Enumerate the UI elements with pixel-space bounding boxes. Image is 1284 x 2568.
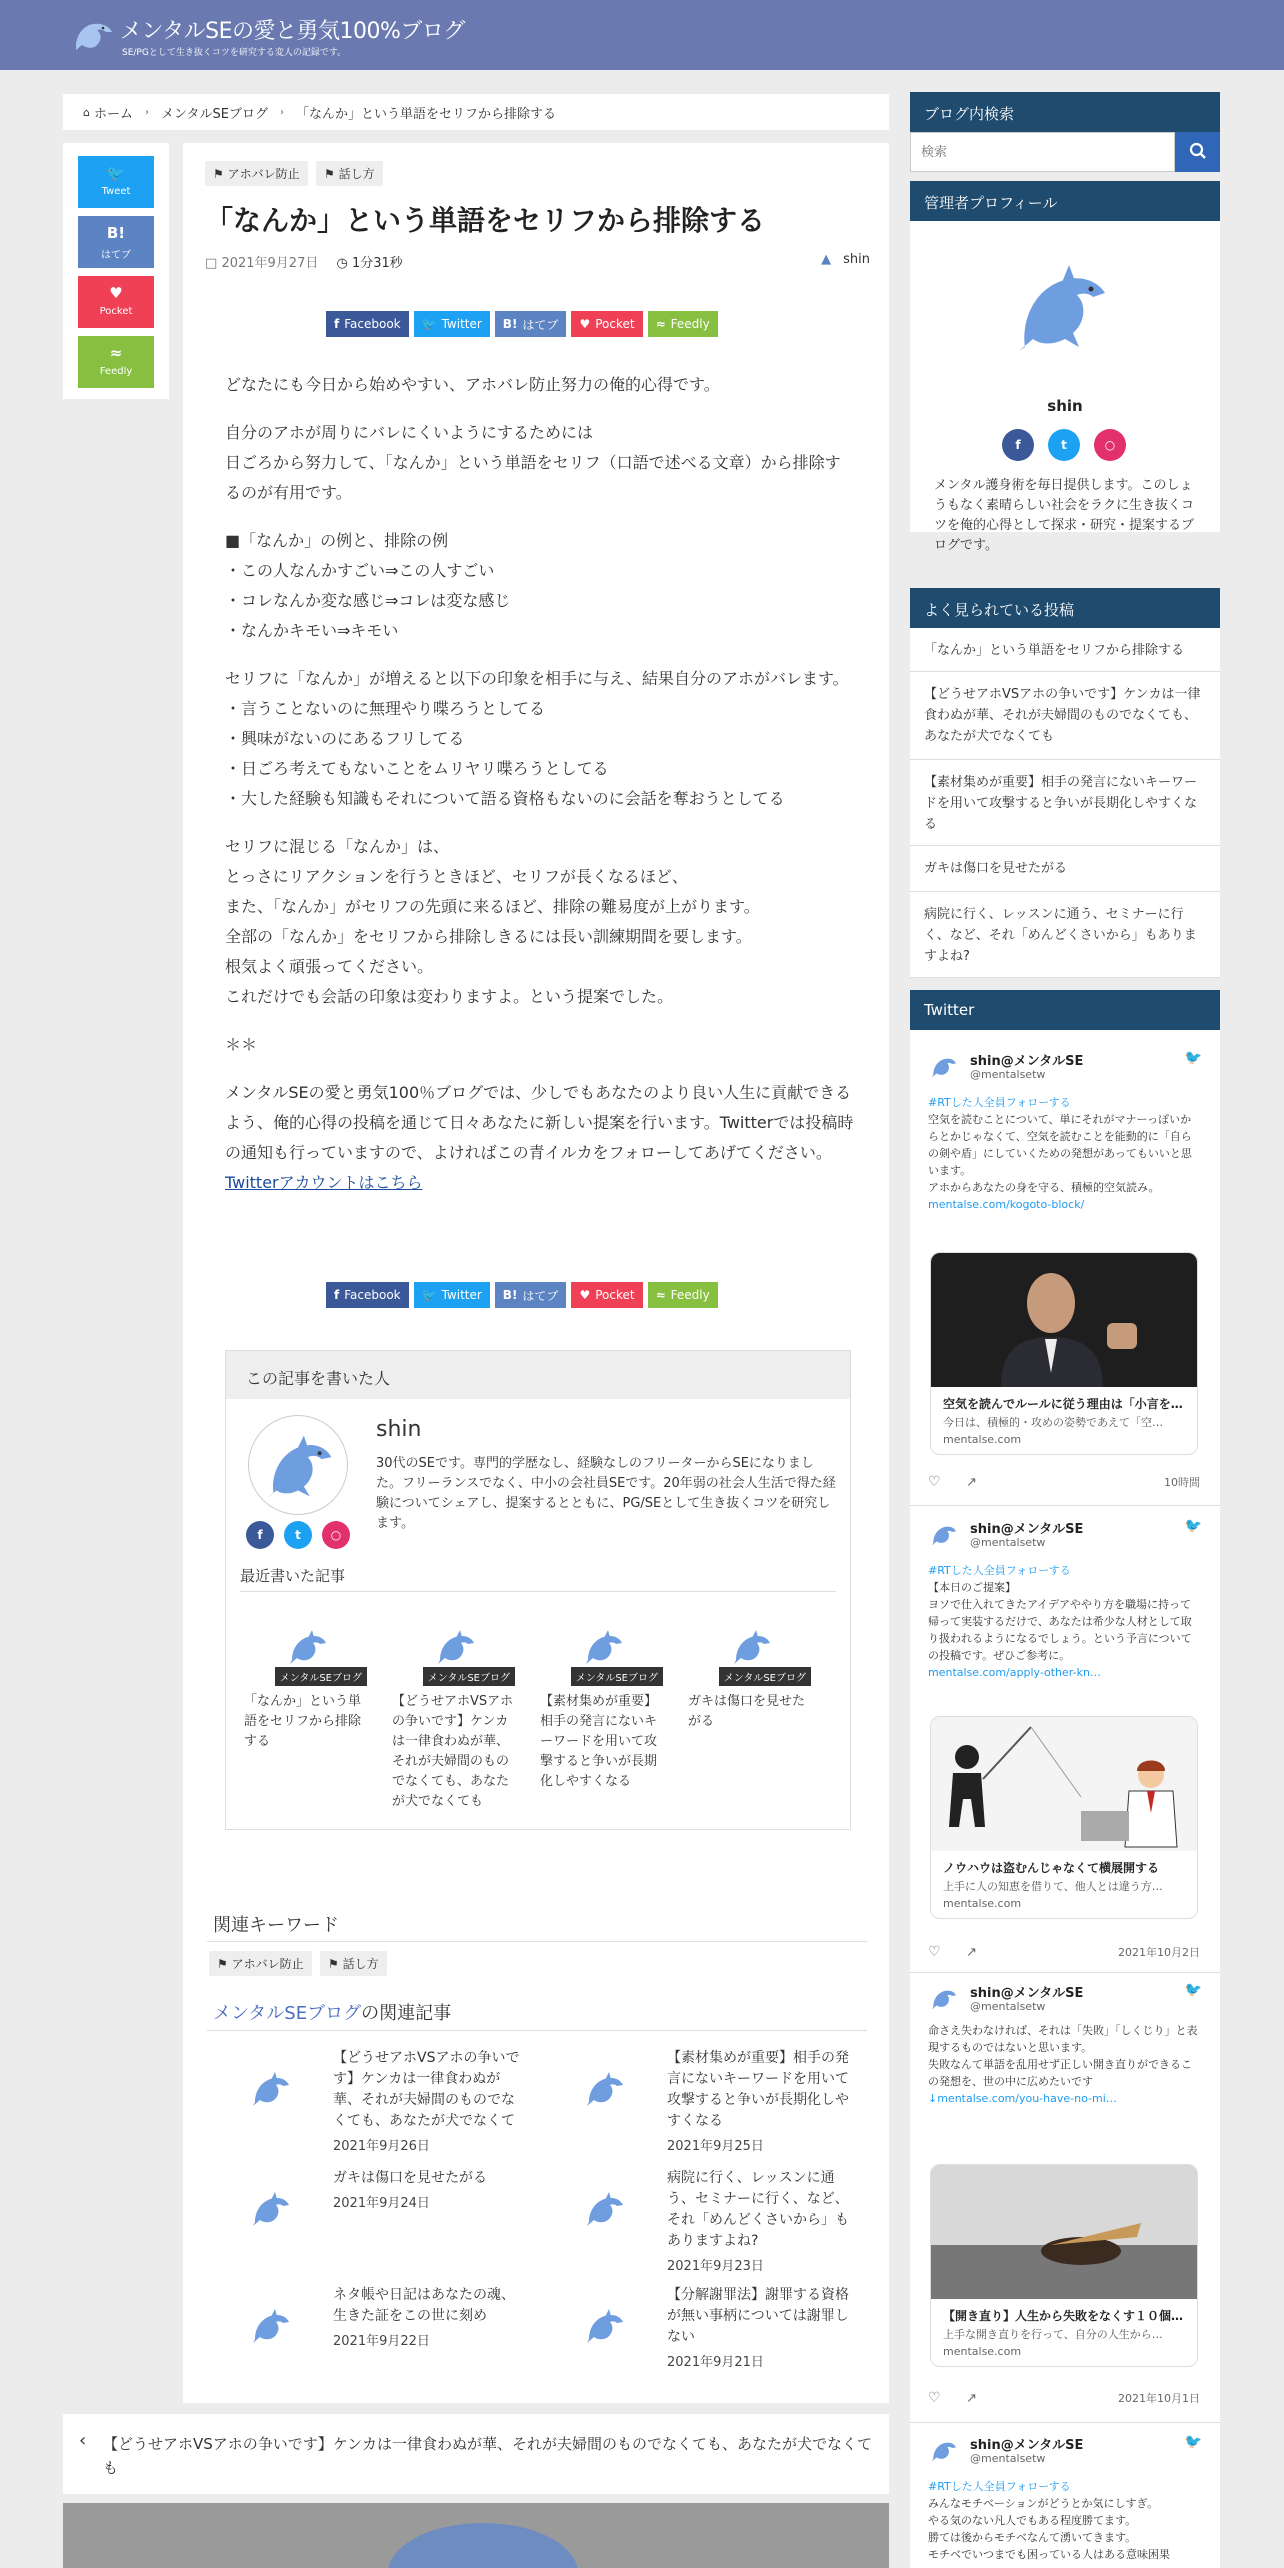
link-card[interactable] <box>930 1716 1198 1919</box>
paragraph: セリフに混じる「なんか」は、 とっさにリアクションを行うときほど、セリフが長くなるほど、 また、「なんか」がセリフの先頭に来るほど、排除の難易度が上がります。 全部の「なんか」をセリフから排除しきるには長い訓練期間を要します。 根気よく頑張ってください。 これだけでも会話の印象は変わりますよ。という提案でした。 <box>225 837 760 1006</box>
facebook-icon: f <box>334 1288 340 1302</box>
site-header <box>0 0 1284 70</box>
keywords-heading: 関連キーワード <box>213 1915 339 1936</box>
site-title[interactable]: メンタルSEの愛と勇気100%ブログ <box>120 19 465 44</box>
profile-widget <box>910 221 1220 553</box>
article-body <box>225 370 855 1216</box>
tweet-handle[interactable]: @mentalsetw <box>970 2452 1046 2465</box>
divider <box>207 1941 867 1942</box>
pocket-share-button[interactable]: ♥ Pocket <box>571 311 642 337</box>
tweet-footer <box>928 1944 1200 1964</box>
popular-post-item[interactable]: 【どうせアホVSアホの争いです】ケンカは一律食わぬが華、それが夫婦間のものでなくても、あなたが犬でなくても <box>910 672 1220 760</box>
twitter-bird-icon: 🐦 <box>1184 1050 1202 1066</box>
related-post-title[interactable]: ネタ帳や日記はあなたの魂、生きた証をこの世に刻め <box>333 2287 515 2324</box>
tweet-text: #RTした人全員フォローする 【本日のご提案】 ヨソで仕入れてきたアイデアややり方を職場に持って帰って実装するだけで、あなたは希少な人材として取り扱われるようになるでしょう。という予言についての投稿です。ぜひご参考に。 mentalse.com/apply-other-kn… <box>928 1564 1192 1679</box>
facebook-icon: f <box>334 317 340 331</box>
paragraph: どなたにも今日から始めやすい、アホバレ防止努力の俺的心得です。 <box>225 375 720 394</box>
related-post-title[interactable]: 【素材集めが重要】相手の発言にないキーワードを用いて攻撃すると争いが長期化しやすくなる <box>667 2050 849 2129</box>
rss-icon: ≈ <box>109 344 123 362</box>
tweet-handle[interactable]: @mentalsetw <box>970 1068 1046 1081</box>
dolphin-icon <box>284 1626 332 1668</box>
tag-icon: ⚑ <box>324 167 339 181</box>
popular-post-item[interactable]: 病院に行く、レッスンに通う、セミナーに行く、など、それ「めんどくさいから」もありますよね? <box>910 892 1220 978</box>
post-thumbnail <box>684 1626 819 1686</box>
dolphin-icon <box>383 2513 583 2568</box>
hatena-share-button[interactable]: B! はてブ <box>495 1282 567 1308</box>
dolphin-icon <box>581 2305 629 2347</box>
tweet-text: 命さえ失わなければ、それは「失敗」「しくじり」と表現するものではないと思います。 失敗なんて単語を乱用せず正しい開き直りができるこの発想を、世の中に広めたいです ↓mentalse.com/you-have-no-mi… <box>928 2024 1198 2105</box>
share-bar-top <box>326 311 723 337</box>
tweet-author-name[interactable]: shin@メンタルSE <box>970 2438 1084 2453</box>
related-post-date: 2021年9月21日 <box>667 2355 764 2370</box>
search-input[interactable] <box>910 132 1175 172</box>
facebook-icon[interactable]: f <box>246 1521 274 1549</box>
author-dolphin-icon: ▲ <box>821 252 832 267</box>
twitter-share-button[interactable]: 🐦 Twitter <box>414 1282 490 1308</box>
businessman-image-icon <box>931 1253 1198 1387</box>
dolphin-icon <box>432 1626 480 1668</box>
dolphin-icon <box>247 2305 295 2347</box>
facebook-share-button[interactable]: f Facebook <box>326 311 409 337</box>
prev-post-nav[interactable] <box>63 2414 889 2494</box>
card-description: 上手な開き直りを行って、自分の人生から… <box>943 2328 1163 2341</box>
paragraph: セリフに「なんか」が増えると以下の印象を相手に与え、結果自分のアホがバレます。 ・言うことないのに無理やり喋ろうとしてる ・興味がないのにあるフリしてる ・日ごろ考えてもないことをムリヤリ喋ろうとしてる ・大した経験も知識もそれについて語る資格もないのに会話を奪おうとしてる <box>225 669 849 808</box>
dolphin-avatar-icon <box>928 1052 960 1080</box>
tweet-text: #RTした人全員フォローする みんなモチベーションがどうとか気にしすぎ。 やる気のない凡人でもある程度勝てます。 勝ては後からモチベなんて湧いてきます。 モチベでいつまでも困っている人はある意味困果 <box>928 2480 1170 2561</box>
rss-icon: ≈ <box>655 317 666 331</box>
tweet-text: #RTした人全員フォローする 空気を読むことについて、単にそれがマナーっぽいからとかじゃなくて、空気を読むことを能動的に「自らの剣や盾」にしていくための発想があってもいいと思います。 アホからあなたの身を守る、積極的空気読み。 mentalse.com/kogoto-block/ <box>928 1096 1192 1211</box>
category-badge: メンタルSEブログ <box>571 1667 663 1686</box>
dolphin-icon <box>581 2188 629 2230</box>
popular-post-item[interactable]: 【素材集めが重要】相手の発言にないキーワードを用いて攻撃すると争いが長期化しやすくなる <box>910 760 1220 846</box>
site-subtitle: SE/PGとして生き抜くコツを研究する変人の記録です。 <box>122 48 347 58</box>
related-post-date: 2021年9月24日 <box>333 2196 430 2211</box>
profile-description: メンタル護身術を毎日提供します。このしょうもなく素晴らしい社会をラクに生き抜くコツを俺的心得として探求・研究・提案するブログです。 <box>934 478 1195 553</box>
pocket-share-button[interactable]: ♥ Pocket <box>78 276 154 328</box>
dolphin-avatar-icon <box>928 2436 960 2464</box>
paragraph: ＊＊ <box>225 1035 258 1054</box>
twitter-icon[interactable]: t <box>1048 429 1080 461</box>
related-post-item[interactable] <box>541 2168 861 2278</box>
hatena-icon: B! <box>502 1288 518 1302</box>
article-date: 2021年9月27日 <box>221 256 319 271</box>
post-thumbnail <box>388 1626 523 1686</box>
card-url: mentalse.com <box>943 1433 1022 1446</box>
recent-post-item[interactable] <box>388 1626 523 1812</box>
related-post-item[interactable] <box>207 2168 527 2278</box>
tweet-time[interactable]: 2021年10月1日 <box>1118 2392 1200 2405</box>
hatena-share-button[interactable]: B! はてブ <box>495 311 567 337</box>
search-widget <box>910 132 1220 172</box>
related-post-date: 2021年9月26日 <box>333 2139 430 2154</box>
facebook-icon[interactable]: f <box>1002 429 1034 461</box>
article-main <box>183 143 889 2403</box>
recent-post-item[interactable] <box>684 1626 819 1732</box>
card-title: 【開き直り】人生から失敗をなくす１０個… <box>943 2309 1184 2323</box>
tweet-time[interactable]: 10時間 <box>1164 1476 1200 1489</box>
pocket-icon: ♥ <box>109 284 123 302</box>
related-post-item[interactable] <box>207 2048 527 2158</box>
share-icon[interactable]: ↗ <box>966 1945 977 1960</box>
dolphin-icon <box>247 2188 295 2230</box>
tweet-author-name[interactable]: shin@メンタルSE <box>970 1986 1084 2001</box>
twitter-bird-icon: 🐦 <box>1184 2434 1202 2450</box>
twitter-bird-icon: 🐦 <box>1184 1518 1202 1534</box>
link-card[interactable] <box>930 2164 1198 2367</box>
hatena-share-button[interactable]: B! はてブ <box>78 216 154 268</box>
recent-post-item[interactable] <box>240 1626 375 1752</box>
tag-icon: ⚑ <box>213 167 228 181</box>
recent-post-title[interactable]: 【どうせアホVSアホの争いです】ケンカは一律食わぬが華、それが夫婦間のものでなくても、あなたが犬でなくても <box>392 1694 514 1809</box>
tweet-handle[interactable]: @mentalsetw <box>970 2000 1046 2013</box>
tag-hanashikata[interactable]: ⚑ 話し方 <box>316 161 383 186</box>
tweet-author-name[interactable]: shin@メンタルSE <box>970 1054 1084 1069</box>
article-title: 「なんか」という単語をセリフから排除する <box>205 204 766 237</box>
feedly-share-button[interactable]: ≈ Feedly <box>78 336 154 388</box>
author-description: 30代のSEです。専門的学歴なし、経験なしのフリーターからSEになりました。フリーランスでなく、中小の会社員SEです。20年弱の社会人生活で得た経験についてシェアし、提案するとともに、PG/SEとして生き抜くコツを研究します。 <box>376 1456 836 1531</box>
breadcrumb-home[interactable]: ホーム <box>93 106 133 122</box>
dolphin-logo-icon[interactable] <box>70 14 114 54</box>
dolphin-avatar-icon <box>928 1520 960 1548</box>
author-box-heading: この記事を書いた人 <box>226 1351 850 1399</box>
search-button[interactable] <box>1175 132 1220 172</box>
search-icon <box>1189 142 1207 160</box>
tag-icon: ⚑ <box>328 1957 343 1971</box>
breadcrumb-category[interactable]: メンタルSEブログ <box>161 106 268 122</box>
twitter-icon: 🐦 <box>421 317 437 331</box>
tweet-handle[interactable]: @mentalsetw <box>970 1536 1046 1549</box>
dolphin-icon <box>728 1626 776 1668</box>
tag-ahobare[interactable]: ⚑ アホバレ防止 <box>205 161 308 186</box>
rss-icon: ≈ <box>655 1288 666 1302</box>
dolphin-avatar-icon[interactable] <box>1005 251 1125 361</box>
dolphin-icon <box>581 2068 629 2110</box>
tweet[interactable] <box>928 2434 1202 2568</box>
dropped-icecream-image-icon <box>931 2165 1198 2299</box>
related-heading: メンタルSEブログの関連記事 <box>213 2003 452 2024</box>
keyword-tags <box>209 1951 391 1976</box>
feedly-share-button[interactable]: ≈ Feedly <box>648 311 718 337</box>
dolphin-icon <box>580 1626 628 1668</box>
divider <box>910 2422 1220 2423</box>
related-post-title[interactable]: 【分解謝罪法】謝罪する資格が無い事柄については謝罪しない <box>667 2287 849 2345</box>
tweet-author-name[interactable]: shin@メンタルSE <box>970 1522 1084 1537</box>
link-card[interactable] <box>930 1252 1198 1455</box>
tweet-footer <box>928 2390 1200 2410</box>
divider <box>240 1591 836 1592</box>
profile-widget-heading: 管理者プロフィール <box>910 181 1220 221</box>
clock-icon: ◷ <box>336 256 348 271</box>
related-post-item[interactable] <box>207 2285 527 2395</box>
prev-post-title[interactable]: 【どうせアホVSアホの争いです】ケンカは一律食わぬが華、それが夫婦間のものでなくても、あなたが犬でなくても <box>103 2435 873 2477</box>
dolphin-icon <box>249 1416 347 1514</box>
heart-icon[interactable]: ♡ <box>928 1944 941 1960</box>
facebook-share-button[interactable]: f Facebook <box>326 1282 409 1308</box>
pocket-share-button[interactable]: ♥ Pocket <box>571 1282 642 1308</box>
dolphin-avatar-icon <box>928 1984 960 2012</box>
share-bar-bottom <box>326 1282 723 1308</box>
card-title: 空気を読んでルールに従う理由は「小言を… <box>943 1397 1183 1411</box>
card-title: ノウハウは盗むんじゃなくて横展開する <box>943 1861 1160 1875</box>
search-widget-heading: ブログ内検索 <box>910 92 1220 132</box>
post-thumbnail <box>240 1626 375 1686</box>
post-hero-image[interactable] <box>63 2503 889 2568</box>
instagram-icon[interactable]: ○ <box>322 1521 350 1549</box>
share-icon[interactable]: ↗ <box>966 1475 977 1490</box>
category-badge: メンタルSEブログ <box>423 1667 515 1686</box>
home-icon: ⌂ <box>83 105 90 119</box>
heart-icon[interactable]: ♡ <box>928 2390 941 2406</box>
breadcrumb <box>63 94 889 130</box>
card-description: 今日は、積極的・攻めの姿勢であえて「空… <box>943 1416 1163 1429</box>
pocket-icon: ♥ <box>579 317 591 331</box>
breadcrumb-current: 「なんか」という単語をセリフから排除する <box>295 106 556 122</box>
twitter-icon[interactable]: t <box>284 1521 312 1549</box>
twitter-share-button[interactable]: 🐦 Twitter <box>414 311 490 337</box>
tag-icon: ⚑ <box>217 1957 232 1971</box>
card-image <box>931 2165 1197 2299</box>
profile-name: shin <box>1047 397 1083 415</box>
dolphin-icon <box>247 2068 295 2110</box>
card-image <box>931 1253 1197 1387</box>
hatena-icon: B! <box>106 224 126 242</box>
feedly-share-button[interactable]: ≈ Feedly <box>648 1282 718 1308</box>
twitter-bird-icon: 🐦 <box>1184 1982 1202 1998</box>
share-icon[interactable]: ↗ <box>966 2391 977 2406</box>
tweet-footer <box>928 1474 1200 1494</box>
popular-post-item[interactable]: 「なんか」という単語をセリフから排除する <box>910 628 1220 672</box>
tweet-time[interactable]: 2021年10月2日 <box>1118 1946 1200 1959</box>
recent-post-title[interactable]: 「なんか」という単語をセリフから排除する <box>244 1694 362 1749</box>
calendar-icon: □ <box>205 256 218 271</box>
share-sidebar <box>63 143 169 399</box>
recent-posts-heading: 最近書いた記事 <box>240 1567 346 1585</box>
tag-ahobare[interactable]: ⚑ アホバレ防止 <box>209 1951 312 1976</box>
instagram-icon[interactable]: ○ <box>1094 429 1126 461</box>
tweet[interactable] <box>928 1050 1202 1510</box>
post-thumbnail <box>536 1626 671 1686</box>
divider <box>910 1505 1220 1506</box>
paragraph: 自分のアホが周りにバレにくいようにするためには 日ごろから努力して、「なんか」という単語をセリフ（口語で述べる文章）から排除するのが有用です。 <box>225 423 841 502</box>
related-post-date: 2021年9月25日 <box>667 2139 764 2154</box>
twitter-icon: 🐦 <box>421 1288 437 1302</box>
related-post-item[interactable] <box>541 2048 861 2158</box>
author-box <box>225 1350 851 1830</box>
twitter-widget-heading: Twitter <box>910 990 1220 1030</box>
recent-post-title[interactable]: 【素材集めが重要】相手の発言にないキーワードを用いて攻撃すると争いが長期化しやすくなる <box>540 1694 658 1789</box>
related-post-item[interactable] <box>541 2285 861 2395</box>
tag-hanashikata[interactable]: ⚑ 話し方 <box>320 1951 387 1976</box>
category-badge: メンタルSEブログ <box>275 1667 367 1686</box>
related-post-date: 2021年9月22日 <box>333 2334 430 2349</box>
article-meta <box>205 252 870 274</box>
divider <box>207 2030 867 2031</box>
related-post-title[interactable]: 【どうせアホVSアホの争いです】ケンカは一律食わぬが華、それが夫婦間のものでなくても、あなたが犬でなくて <box>333 2050 520 2129</box>
heart-icon[interactable]: ♡ <box>928 1474 941 1490</box>
card-description: 上手に人の知恵を借りて、他人とは違う方… <box>943 1880 1163 1893</box>
related-post-title[interactable]: ガキは傷口を見せたがる <box>333 2170 487 2186</box>
paragraph: ■「なんか」の例と、排除の例 ・この人なんかすごい⇒この人すごい ・コレなんか変な感じ⇒コレは変な感じ ・なんかキモい⇒キモい <box>225 531 511 640</box>
author-name[interactable]: shin <box>376 1417 422 1442</box>
thief-illustration-icon <box>931 1717 1198 1851</box>
popular-widget-heading: よく見られている投稿 <box>910 588 1220 628</box>
tweet-share-button[interactable]: 🐦 Tweet <box>78 156 154 208</box>
chevron-right-icon: › <box>279 106 284 118</box>
read-time: 1分31秒 <box>351 256 403 271</box>
recent-post-title[interactable]: ガキは傷口を見せたがる <box>688 1694 806 1729</box>
twitter-bird-icon: 🐦 <box>106 164 126 182</box>
recent-post-item[interactable] <box>536 1626 671 1792</box>
card-image <box>931 1717 1197 1851</box>
chevron-left-icon: ‹ <box>79 2430 87 2451</box>
article-tags <box>205 161 387 186</box>
article-author[interactable]: ▲ shin <box>821 252 870 267</box>
card-url: mentalse.com <box>943 1897 1022 1910</box>
category-badge: メンタルSEブログ <box>719 1667 811 1686</box>
hatena-icon: B! <box>502 317 518 331</box>
related-post-title[interactable]: 病院に行く、レッスンに通う、セミナーに行く、など、それ「めんどくさいから」もありますよね? <box>667 2170 849 2249</box>
chevron-right-icon: › <box>145 106 149 118</box>
card-url: mentalse.com <box>943 2345 1022 2358</box>
pocket-icon: ♥ <box>579 1288 591 1302</box>
popular-post-item[interactable]: ガキは傷口を見せたがる <box>910 846 1220 892</box>
twitter-account-link[interactable]: Twitterアカウントはこちら <box>225 1173 423 1192</box>
tweet[interactable] <box>928 1518 1202 1968</box>
tweet[interactable] <box>928 1982 1202 2422</box>
divider <box>910 1972 1220 1973</box>
closing-paragraph: メンタルSEの愛と勇気100％ブログでは、少しでもあなたのより良い人生に貢献できるよう、俺的心得の投稿を通じて日々あなたに新しい提案を行います。Twitterでは投稿時の通知も行っていますので、よければこの青イルカをフォローしてあげてください。Twitterアカウントはこちら <box>225 1083 854 1192</box>
related-post-date: 2021年9月23日 <box>667 2259 764 2274</box>
avatar[interactable] <box>248 1415 348 1515</box>
